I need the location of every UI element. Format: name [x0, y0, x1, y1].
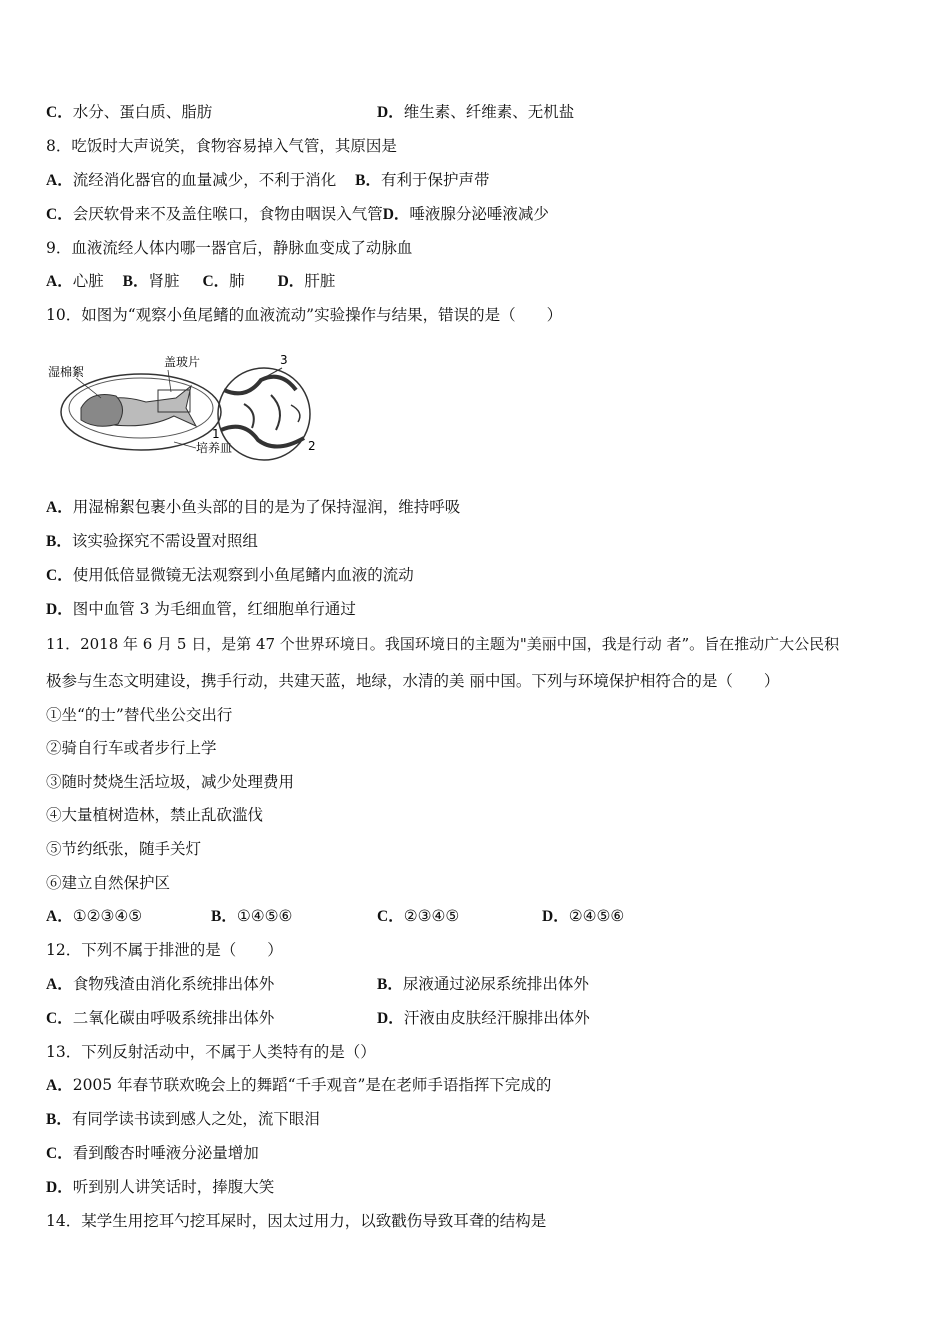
- option-text: 汗液由皮肤经汗腺排出体外: [403, 1009, 590, 1027]
- option-label: B．: [46, 533, 72, 550]
- option-text: 有同学读书读到感人之处，流下眼泪: [71, 1110, 320, 1128]
- option-text: 肝脏: [304, 272, 336, 290]
- q13-option-d: [46, 1177, 274, 1198]
- label-wet-cotton: 湿棉絮: [48, 365, 85, 379]
- q11-stem-line2: 极参与生态文明建设，携手行动，共建天蓝，地绿，水清的美 丽中国。下列与环境保护相符合的是（ ）: [46, 672, 780, 690]
- q10-option-a: [46, 497, 460, 518]
- q11-item: ⑥建立自然保护区: [46, 874, 171, 892]
- vessel-path: [221, 427, 304, 447]
- option-label: C．: [377, 908, 404, 925]
- q12-option-d: [377, 1008, 590, 1029]
- q11-item: ④大量植树造林，禁止乱砍滥伐: [46, 806, 264, 824]
- leader-line: [174, 442, 196, 448]
- option-text: 肺: [229, 272, 245, 290]
- q11-item: ⑤节约纸张，随手关灯: [46, 840, 202, 858]
- q8-options-cd: [46, 204, 549, 225]
- option-text: 肾脏: [148, 272, 180, 290]
- option-text: 有利于保护声带: [381, 171, 490, 189]
- option-label: C．: [46, 104, 73, 121]
- q13-stem: 13．下列反射活动中，不属于人类特有的是（）: [46, 1043, 376, 1061]
- q10-option-b: [46, 531, 258, 552]
- q9-options: [46, 271, 335, 292]
- vessel-path: [291, 405, 300, 422]
- option-label: A．: [46, 172, 73, 189]
- q13-option-c: [46, 1143, 259, 1164]
- vessel-path: [271, 395, 280, 430]
- option-text: ①④⑤⑥: [236, 907, 293, 925]
- q11-item: ②骑自行车或者步行上学: [46, 739, 217, 757]
- option-label: D．: [377, 104, 404, 121]
- option-label: A．: [46, 273, 73, 290]
- q10-figure: [46, 350, 326, 470]
- option-text: 流经消化器官的血量减少，不利于消化: [72, 171, 337, 189]
- q14-stem: 14．某学生用挖耳勺挖耳屎时，因太过用力，以致戳伤导致耳聋的结构是: [46, 1212, 547, 1230]
- option-label: B．: [377, 976, 403, 993]
- q12-option-a: [46, 974, 274, 995]
- option-label: A．: [46, 908, 73, 925]
- q12-option-c: [46, 1008, 274, 1029]
- q13-option-a: [46, 1075, 551, 1096]
- q7-option-d: [377, 102, 574, 123]
- q10-stem: 10．如图为“观察小鱼尾鳍的血液流动”实验操作与结果，错误的是（ ）: [46, 306, 563, 324]
- wet-cotton-icon: [81, 395, 123, 427]
- option-text: 维生素、纤维素、无机盐: [403, 103, 575, 121]
- option-label: A．: [46, 499, 73, 516]
- option-text: ①②③④⑤: [72, 907, 143, 925]
- q10-option-d: [46, 599, 356, 620]
- option-label: D．: [46, 1179, 73, 1196]
- q11-stem-line1: 11．2018 年 6 月 5 日，是第 47 个世界环境日。我国环境日的主题为"美丽中国，我是行动 者”。旨在推动广大公民积: [46, 635, 840, 653]
- option-label: D．: [542, 908, 569, 925]
- option-label: A．: [46, 976, 73, 993]
- label-cover-slip: 盖玻片: [164, 355, 201, 369]
- label-vessel-1: 1: [212, 427, 220, 441]
- option-text: 2005 年春节联欢晚会上的舞蹈“千手观音”是在老师手语指挥下完成的: [72, 1076, 552, 1094]
- q9-stem: 9．血液流经人体内哪一器官后，静脉血变成了动脉血: [46, 239, 413, 257]
- vessel-path: [244, 404, 254, 428]
- option-label: B．: [46, 1111, 72, 1128]
- q11-option-d: [542, 906, 624, 927]
- option-text: 食物残渣由消化系统排出体外: [72, 975, 275, 993]
- option-text: 该实验探究不需设置对照组: [71, 532, 258, 550]
- option-label: D．: [382, 206, 410, 223]
- q13-option-b: [46, 1109, 320, 1130]
- option-label: C．: [46, 1145, 73, 1162]
- option-label: C．: [202, 273, 230, 290]
- option-text: ②③④⑤: [403, 907, 460, 925]
- option-text: 心脏: [72, 272, 104, 290]
- option-label: D．: [377, 1010, 404, 1027]
- option-text: 图中血管 3 为毛细血管，红细胞单行通过: [72, 600, 356, 618]
- q8-options-ab: [46, 170, 490, 191]
- option-label: A．: [46, 1077, 73, 1094]
- q11-item: ①坐“的士”替代坐公交出行: [46, 706, 233, 724]
- q12-stem: 12．下列不属于排泄的是（ ）: [46, 941, 283, 959]
- option-label: C．: [46, 1010, 73, 1027]
- option-label: C．: [46, 567, 73, 584]
- q8-stem: 8．吃饭时大声说笑，食物容易掉入气管，其原因是: [46, 137, 397, 155]
- option-text: 二氧化碳由呼吸系统排出体外: [72, 1009, 275, 1027]
- label-vessel-3: 3: [280, 353, 288, 367]
- option-label: B．: [355, 172, 381, 189]
- q11-option-c: [377, 906, 459, 927]
- option-text: 尿液通过泌尿系统排出体外: [402, 975, 589, 993]
- q11-option-b: [211, 906, 292, 927]
- option-label: D．: [46, 601, 73, 618]
- option-label: B．: [211, 908, 237, 925]
- q11-option-a: [46, 906, 142, 927]
- q7-option-c: [46, 102, 212, 123]
- option-text: ②④⑤⑥: [568, 907, 625, 925]
- option-text: 水分、蛋白质、脂肪: [72, 103, 213, 121]
- option-text: 使用低倍显微镜无法观察到小鱼尾鳍内血液的流动: [72, 566, 414, 584]
- option-label: C．: [46, 206, 73, 223]
- option-text: 唾液腺分泌唾液减少: [409, 205, 549, 223]
- option-text: 会厌软骨来不及盖住喉口，食物由咽误入气管: [72, 205, 383, 223]
- option-text: 看到酸杏时唾液分泌量增加: [72, 1144, 259, 1162]
- q10-option-c: [46, 565, 414, 586]
- label-vessel-2: 2: [308, 439, 316, 453]
- label-petri-dish: 培养皿: [196, 441, 233, 455]
- option-label: B．: [122, 273, 149, 290]
- microscope-view: [218, 368, 310, 460]
- q11-item: ③随时焚烧生活垃圾，减少处理费用: [46, 773, 295, 791]
- option-label: D．: [277, 273, 305, 290]
- q12-option-b: [377, 974, 589, 995]
- option-text: 用湿棉絮包裹小鱼头部的目的是为了保持湿润，维持呼吸: [72, 498, 461, 516]
- option-text: 听到别人讲笑话时，捧腹大笑: [72, 1178, 275, 1196]
